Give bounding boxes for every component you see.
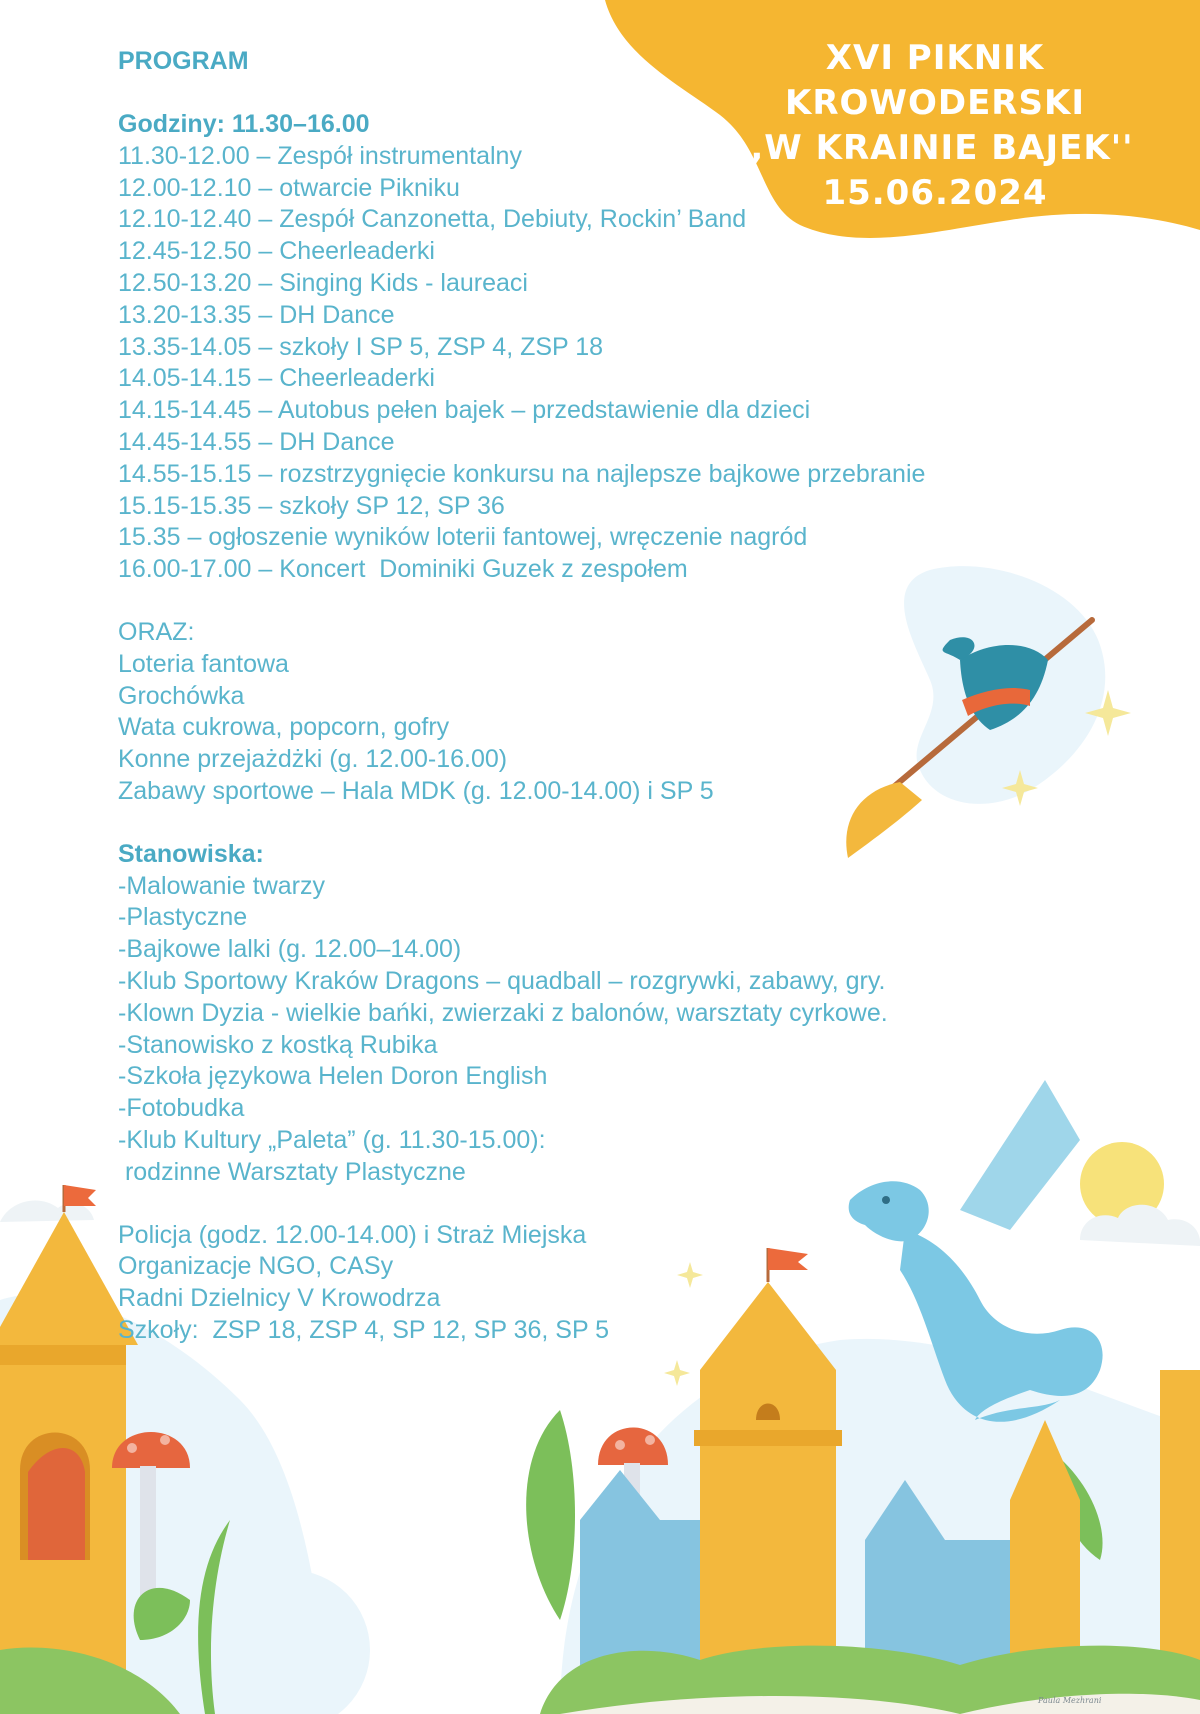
event-subtitle: ,,W KRAINIE BAJEK'' xyxy=(736,128,1134,168)
oraz-heading: ORAZ: xyxy=(118,617,195,646)
oraz-item: Grochówka xyxy=(118,681,245,710)
program-title: PROGRAM xyxy=(118,47,249,75)
artist-signature: Paula Mezhrani xyxy=(1038,1696,1102,1705)
oraz-section xyxy=(118,617,1018,808)
stanowiska-item: -Plastyczne xyxy=(118,903,248,932)
schedule-item: 15.35 – ogłoszenie wyników loterii fantowej, wręczenie nagród xyxy=(118,523,808,552)
oraz-item: Wata cukrowa, popcorn, gofry xyxy=(118,713,450,742)
schedule-item: 14.05-14.15 – Cheerleaderki xyxy=(118,364,435,393)
hours-heading: Godziny: 11.30–16.00 xyxy=(118,110,370,138)
stanowiska-heading: Stanowiska: xyxy=(118,839,264,868)
schedule-item: 11.30-12.00 – Zespół instrumentalny xyxy=(118,141,522,170)
schedule-item: 12.00-12.10 – otwarcie Pikniku xyxy=(118,173,460,202)
stanowiska-item: -Fotobudka xyxy=(118,1094,245,1123)
stanowiska-item: -Klub Sportowy Kraków Dragons – quadball – rozgrywki, zabawy, gry. xyxy=(118,966,886,995)
event-title: XVI PIKNIK KROWODERSKI xyxy=(785,38,1085,123)
event-date: 15.06.2024 xyxy=(822,173,1048,213)
stanowiska-item: -Malowanie twarzy xyxy=(118,871,326,900)
schedule-item: 12.10-12.40 – Zespół Canzonetta, Debiuty, Rockin’ Band xyxy=(118,205,747,234)
schedule-item: 13.35-14.05 – szkoły I SP 5, ZSP 4, ZSP 18 xyxy=(118,332,604,361)
program-content xyxy=(118,44,1018,1378)
stanowiska-item: -Bajkowe lalki (g. 12.00–14.00) xyxy=(118,935,462,964)
schedule-item: 14.45-14.55 – DH Dance xyxy=(118,427,395,456)
stanowiska-item: -Klown Dyzia - wielkie bańki, zwierzaki z balonów, warsztaty cyrkowe. xyxy=(118,998,888,1027)
leaf-icon xyxy=(526,1410,575,1620)
others-item: Policja (godz. 12.00-14.00) i Straż Miejska xyxy=(118,1220,587,1249)
schedule-section xyxy=(118,109,1018,586)
stanowiska-item: rodzinne Warsztaty Plastyczne xyxy=(118,1157,466,1186)
others-section xyxy=(118,1220,1018,1347)
schedule-item: 12.45-12.50 – Cheerleaderki xyxy=(118,237,435,266)
others-item: Organizacje NGO, CASy xyxy=(118,1252,394,1281)
schedule-item: 12.50-13.20 – Singing Kids - laureaci xyxy=(118,268,528,297)
schedule-item: 13.20-13.35 – DH Dance xyxy=(118,300,395,329)
schedule-item: 14.15-14.45 – Autobus pełen bajek – przedstawienie dla dzieci xyxy=(118,396,811,425)
oraz-item: Konne przejażdżki (g. 12.00-16.00) xyxy=(118,745,508,774)
others-item: Radni Dzielnicy V Krowodrza xyxy=(118,1284,441,1313)
oraz-item: Loteria fantowa xyxy=(118,649,289,678)
others-item: Szkoły: ZSP 18, ZSP 4, SP 12, SP 36, SP 5 xyxy=(118,1315,610,1344)
schedule-item: 14.55-15.15 – rozstrzygnięcie konkursu na najlepsze bajkowe przebranie xyxy=(118,459,926,488)
stanowiska-item: -Szkoła językowa Helen Doron English xyxy=(118,1062,548,1091)
schedule-item: 15.15-15.35 – szkoły SP 12, SP 36 xyxy=(118,491,505,520)
schedule-item: 16.00-17.00 – Koncert Dominiki Guzek z zespołem xyxy=(118,555,688,584)
stanowiska-item: -Klub Kultury „Paleta” (g. 11.30-15.00): xyxy=(118,1125,546,1154)
oraz-item: Zabawy sportowe – Hala MDK (g. 12.00-14.00) i SP 5 xyxy=(118,776,714,805)
stanowiska-item: -Stanowisko z kostką Rubika xyxy=(118,1030,438,1059)
stanowiska-section xyxy=(118,839,1018,1189)
